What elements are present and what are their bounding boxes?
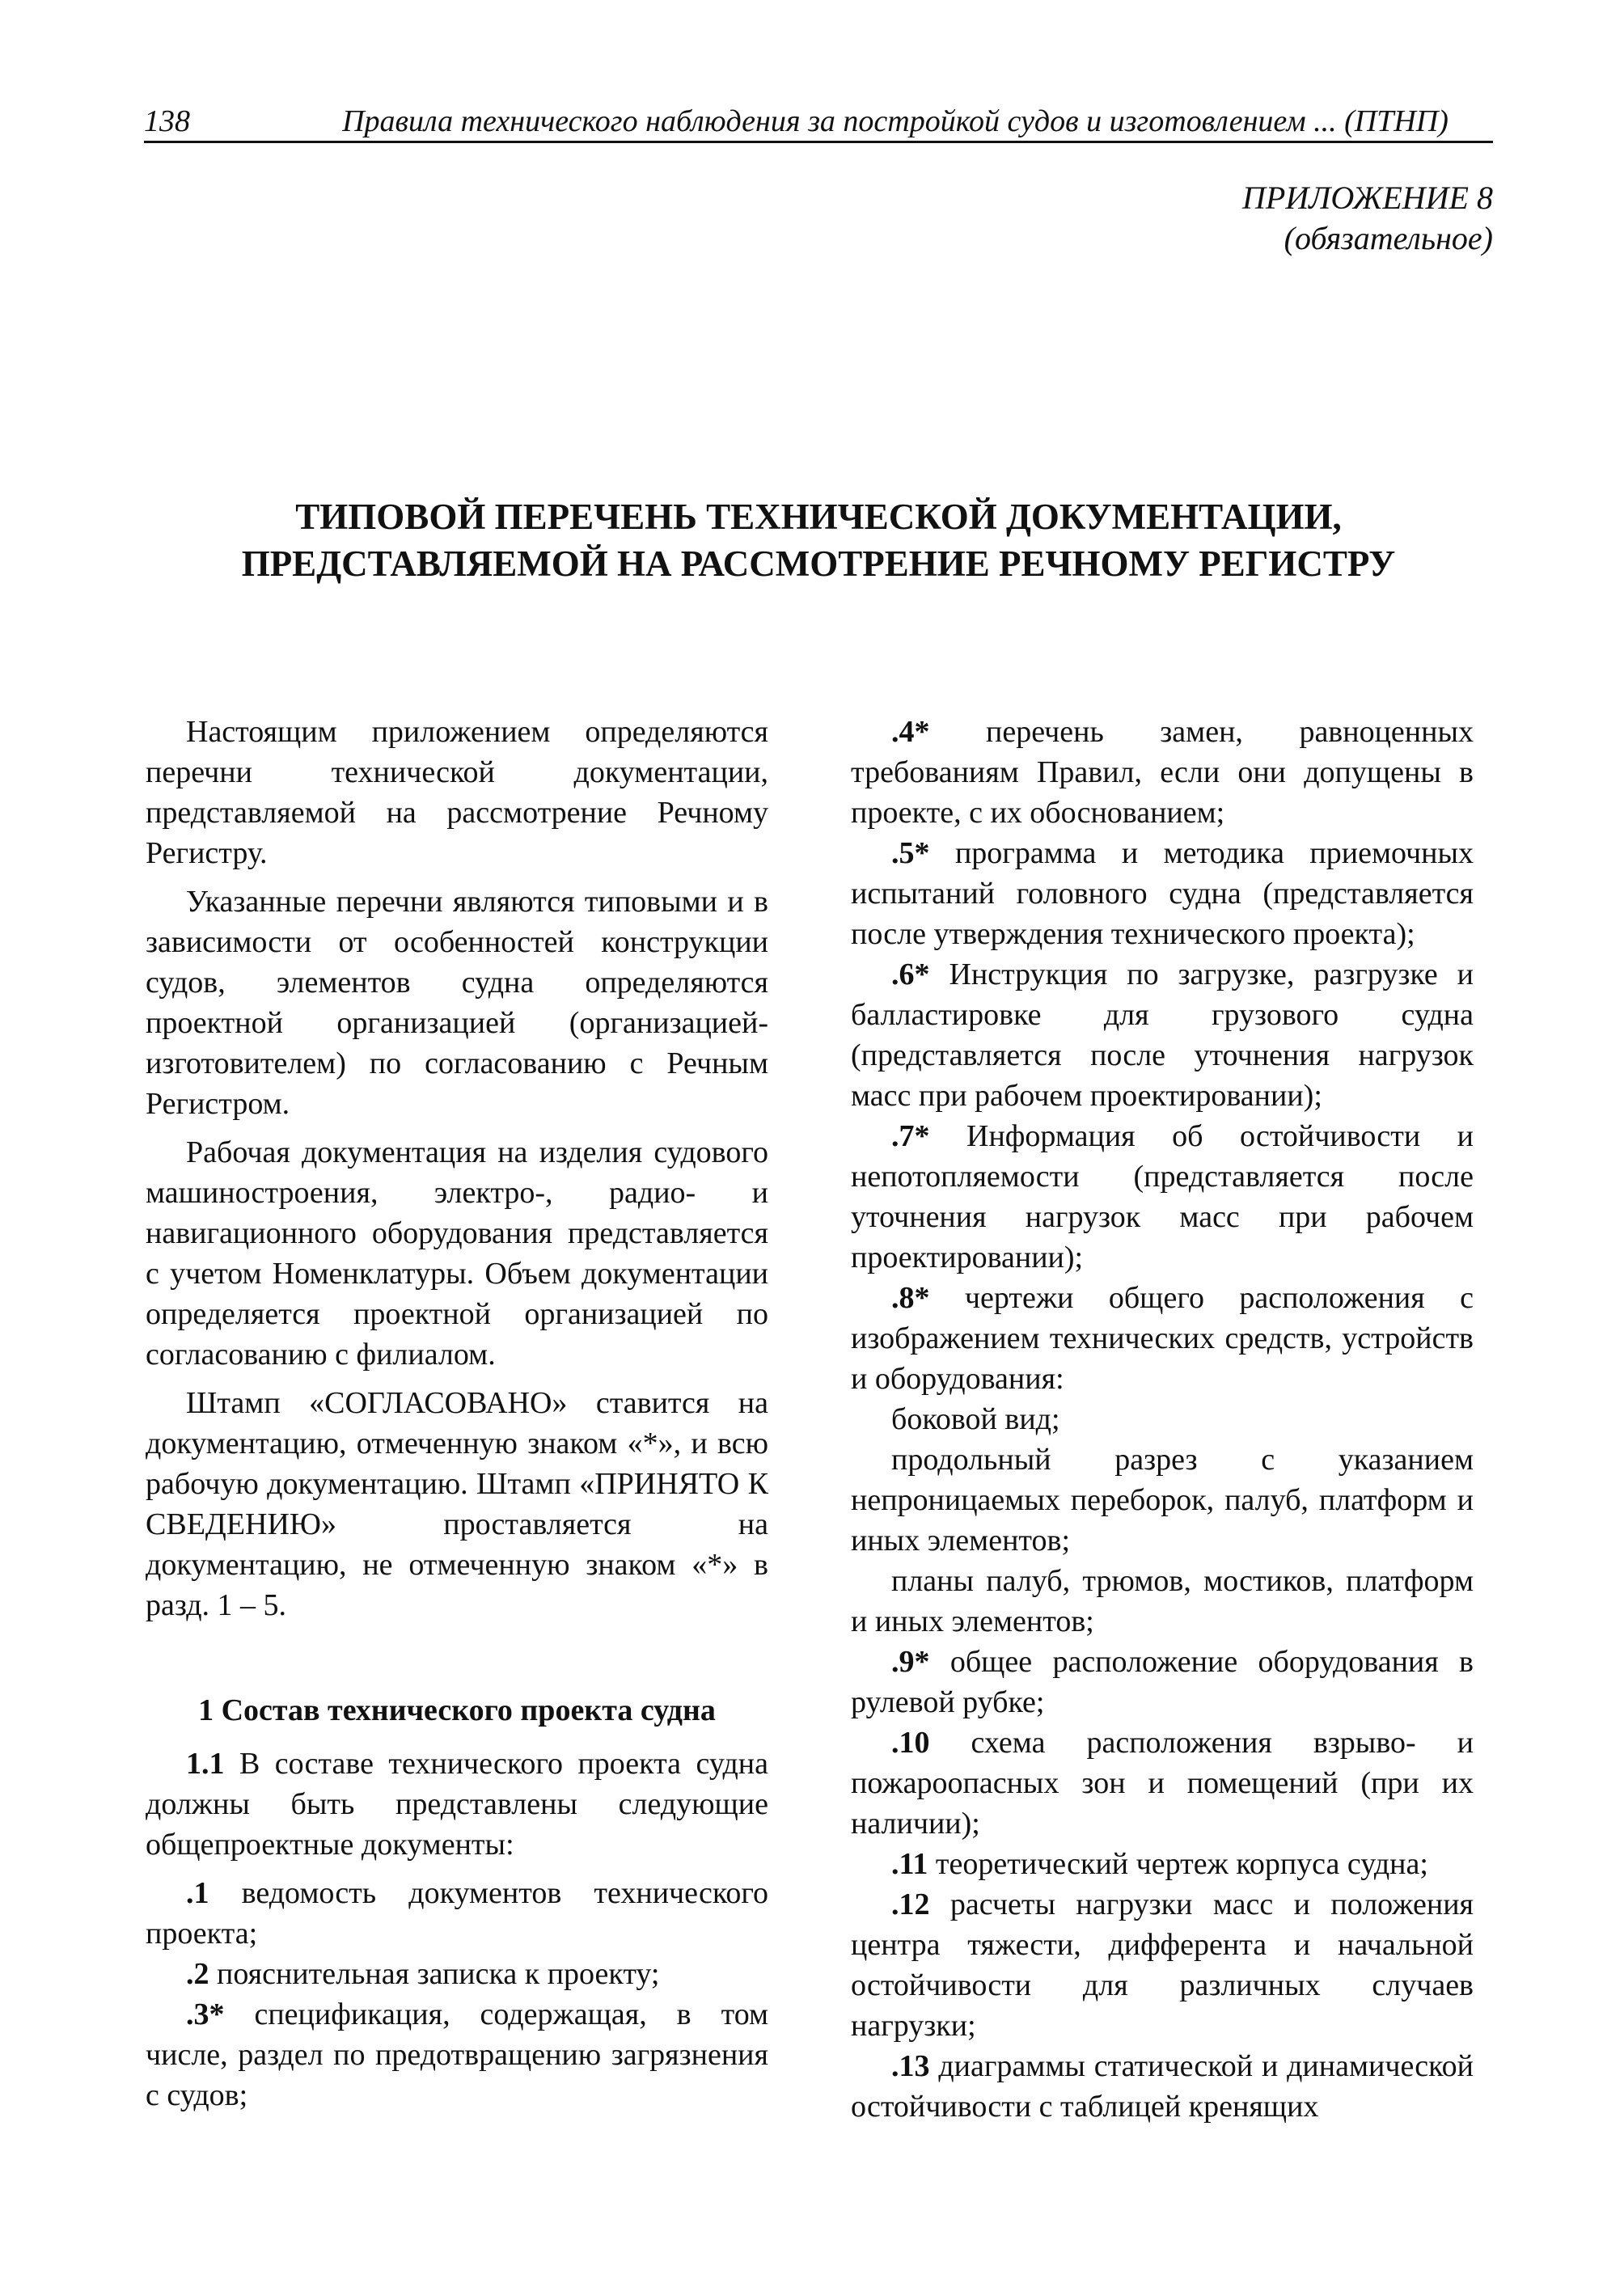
document-title-line-1: ТИПОВОЙ ПЕРЕЧЕНЬ ТЕХНИЧЕСКОЙ ДОКУМЕНТАЦИИ,: [295, 497, 1342, 537]
clause-number: 1.1: [186, 1747, 225, 1781]
item-text: расчеты нагрузки масс и положения центра тяжести, дифферента и начальной остойчивости для различных случаев нагрузки;: [851, 1887, 1474, 2043]
running-title: Правила технического наблюдения за постройкой судов и изготовлением ... (ПТНП): [342, 104, 1448, 138]
item-number: .7*: [891, 1119, 930, 1153]
document-title: [144, 493, 1493, 587]
clause-paragraph: [146, 1744, 768, 1865]
item-number: .10: [891, 1726, 930, 1760]
sub-item: боковой вид;: [891, 1402, 1060, 1436]
list-item: [851, 1116, 1474, 1278]
appendix-label: [1242, 178, 1493, 259]
intro-paragraph: Рабочая документация на изделия судового машиностроения, электро-, радио- и навигационного оборудования представляется с учетом Номенклатуры. Объем документации определяется проектной организацией по согласованию с филиалом.: [146, 1135, 768, 1372]
list-item: [851, 2046, 1474, 2127]
item-text: общее расположение оборудования в рулевой рубке;: [851, 1645, 1474, 1719]
clause-text: В составе технического проекта судна должны быть представлены следующие общепроектные документы:: [146, 1747, 768, 1862]
appendix-status: (обязательное): [1284, 220, 1493, 256]
item-text: Информация об остойчивости и непотопляемости (представляется после уточнения нагрузок масс при рабочем проектировании);: [851, 1119, 1474, 1274]
list-item: [851, 1844, 1474, 1884]
item-number: .4*: [891, 715, 930, 749]
intro-paragraph: Настоящим приложением определяются перечни технической документации, представляемой на рассмотрение Речному Регистру.: [146, 715, 768, 870]
item-text: диаграммы статической и динамической остойчивости с таблицей кренящих: [851, 2049, 1474, 2124]
item-number: .13: [891, 2049, 930, 2083]
item-number: .9*: [891, 1645, 930, 1679]
document-title-line-2: ПРЕДСТАВЛЯЕМОЙ НА РАССМОТРЕНИЕ РЕЧНОМУ РЕГИСТРУ: [241, 543, 1396, 584]
list-item: [851, 712, 1474, 833]
item-text: программа и методика приемочных испытаний головного судна (представляется после утверждения технического проекта);: [851, 836, 1474, 951]
item-text: чертежи общего расположения с изображением технических средств, устройств и оборудования:: [851, 1281, 1474, 1396]
appendix-number: ПРИЛОЖЕНИЕ 8: [1242, 180, 1493, 216]
list-item: [146, 1954, 768, 1994]
sub-item: планы палуб, трюмов, мостиков, платформ и иных элементов;: [851, 1564, 1474, 1638]
list-item: [851, 833, 1474, 954]
item-number: .6*: [891, 957, 930, 991]
left-column: [146, 712, 768, 2116]
item-text: пояснительная записка к проекту;: [217, 1957, 660, 1991]
list-item: [851, 954, 1474, 1116]
list-item: [851, 1884, 1474, 2046]
item-number: .8*: [891, 1281, 930, 1315]
item-number: .1: [186, 1876, 209, 1910]
list-item: [851, 1278, 1474, 1399]
item-text: схема расположения взрыво- и пожароопасных зон и помещений (при их наличии);: [851, 1726, 1474, 1841]
intro-paragraph: Штамп «СОГЛАСОВАНО» ставится на документацию, отмеченную знаком «*», и всю рабочую документацию. Штамп «ПРИНЯТО К СВЕДЕНИЮ» проставляется на документацию, не отмеченную знаком «*» в разд. 1 – 5.: [146, 1386, 768, 1622]
item-text: теоретический чертеж корпуса судна;: [935, 1847, 1428, 1881]
right-column: [851, 712, 1474, 2127]
item-text: ведомость документов технического проекта;: [146, 1876, 769, 1951]
item-number: .12: [891, 1887, 930, 1921]
running-header: [144, 104, 1493, 143]
section-heading: 1 Состав технического проекта судна: [198, 1693, 716, 1727]
page-number: 138: [144, 104, 190, 138]
sub-item: продольный разрез с указанием непроницаемых переборок, палуб, платформ и иных элементов;: [851, 1443, 1474, 1558]
item-number: .3*: [186, 1997, 225, 2031]
list-item: [146, 1994, 768, 2116]
item-text: перечень замен, равноценных требованиям Правил, если они допущены в проекте, с их обоснованием;: [851, 715, 1474, 830]
item-number: .11: [891, 1847, 928, 1881]
item-text: Инструкция по загрузке, разгрузке и балластировке для грузового судна (представляется после уточнения нагрузок масс при рабочем проектировании);: [851, 957, 1474, 1113]
list-item: [851, 1722, 1474, 1844]
list-item: [146, 1873, 768, 1954]
item-text: спецификация, содержащая, в том числе, раздел по предотвращению загрязнения с судов;: [146, 1997, 769, 2112]
item-number: .5*: [891, 836, 930, 870]
intro-paragraph: Указанные перечни являются типовыми и в зависимости от особенностей конструкции судов, элементов судна определяются проектной организацией (организацией-изготовителем) по согласованию с Речным Регистром.: [146, 885, 768, 1121]
item-number: .2: [186, 1957, 209, 1991]
list-item: [851, 1642, 1474, 1722]
